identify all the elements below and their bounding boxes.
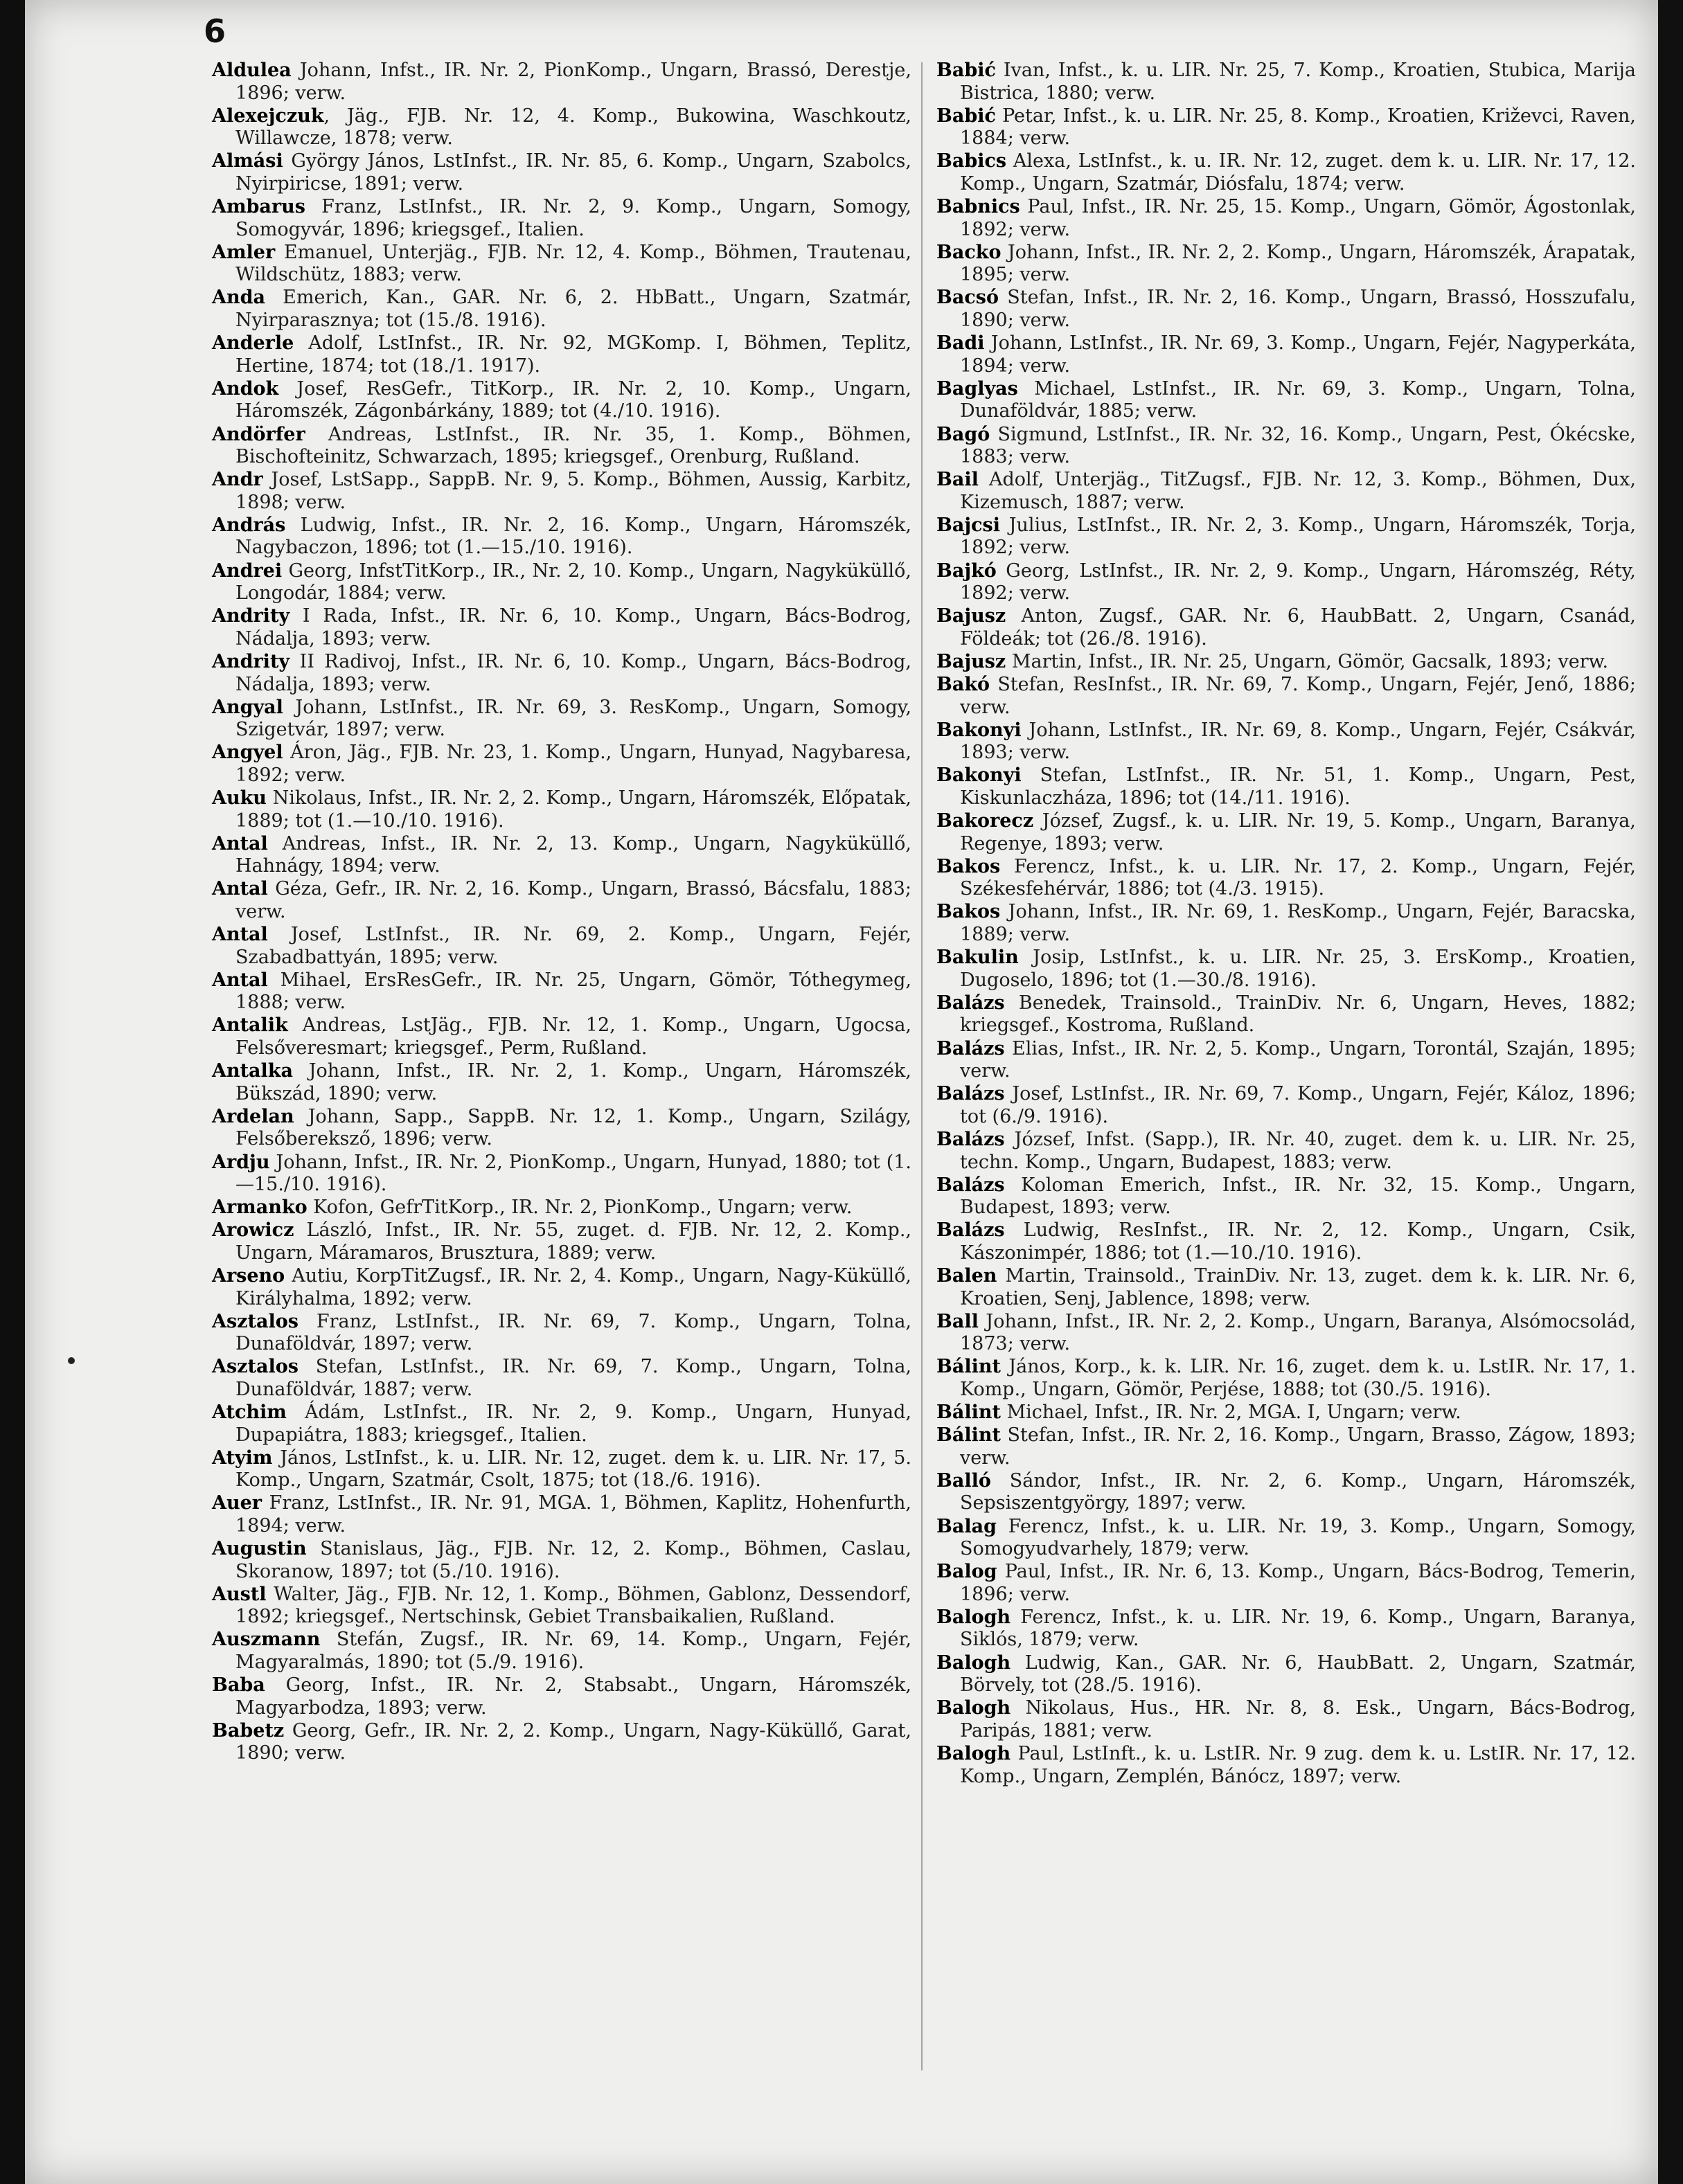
entry-surname: Angyel [212, 742, 283, 764]
entry-details: Franz, LstInfst., IR. Nr. 69, 7. Komp., Ungarn, Tolna, Dunaföldvár, 1897; verw. [235, 1310, 911, 1355]
entry-surname: Balog [936, 1561, 997, 1583]
entry-details: Paul, Infst., IR. Nr. 25, 15. Komp., Ungarn, Gömör, Ágostonlak, 1892; verw. [960, 196, 1636, 240]
entry-surname: Ardelan [212, 1105, 294, 1127]
entry-surname: Bail [936, 469, 979, 491]
register-entry [936, 105, 1636, 150]
register-entry [212, 1492, 911, 1537]
register-entry [936, 856, 1636, 901]
register-entry [212, 1720, 911, 1765]
entry-surname: Babetz [212, 1719, 285, 1742]
entry-details: János, LstInfst., k. u. LIR. Nr. 12, zuget. dem k. u. LIR. Nr. 17, 5. Komp., Ungarn, Szatmár, Csolt, 1875; tot (18./6. 1916). [235, 1447, 911, 1492]
register-entry [212, 1311, 911, 1356]
entry-details: Johann, LstInfst., IR. Nr. 69, 3. Komp., Ungarn, Fejér, Nagyperkáta, 1894; verw. [960, 332, 1636, 377]
entry-surname: Andrity [212, 605, 290, 627]
register-entry [212, 1152, 911, 1197]
entry-surname: Balló [936, 1469, 991, 1492]
register-entry [936, 514, 1636, 560]
register-entry [936, 196, 1636, 241]
entry-details: Michael, Infst., IR. Nr. 2, MGA. I, Ungarn; verw. [1000, 1402, 1461, 1424]
entry-surname: Bagó [936, 423, 990, 445]
entry-details: Georg, Gefr., IR. Nr. 2, 2. Komp., Ungarn, Nagy-Küküllő, Garat, 1890; verw. [235, 1719, 911, 1764]
register-entry [212, 1674, 911, 1719]
entry-details: Stefan, Infst., IR. Nr. 2, 16. Komp., Ungarn, Brassó, Hosszufalu, 1890; verw. [960, 287, 1636, 332]
register-entry [212, 1356, 911, 1401]
entry-surname: Antalik [212, 1014, 288, 1037]
entry-details: Petar, Infst., k. u. LIR. Nr. 25, 8. Komp., Kroatien, Križevci, Raven, 1884; verw. [960, 105, 1636, 150]
entry-surname: Bacsó [936, 287, 999, 309]
entry-details: Johann, Infst., IR. Nr. 69, 1. ResKomp., Ungarn, Fejér, Baracska, 1889; verw. [960, 901, 1636, 946]
right-column [936, 60, 1636, 1789]
entry-surname: Babić [936, 105, 996, 127]
register-entry [936, 1219, 1636, 1264]
entry-details: Martin, Infst., IR. Nr. 25, Ungarn, Gömör, Gacsalk, 1893; verw. [1006, 650, 1609, 672]
entry-surname: Augustin [212, 1538, 307, 1560]
entry-surname: Asztalos [212, 1356, 299, 1378]
entry-details: Stefan, ResInfst., IR. Nr. 69, 7. Komp., Ungarn, Fejér, Jenő, 1886; verw. [960, 674, 1636, 718]
register-entry [936, 810, 1636, 855]
register-entry [936, 674, 1636, 719]
page-number: 6 [204, 12, 226, 50]
register-entry [212, 742, 911, 787]
entry-details: Sigmund, LstInfst., IR. Nr. 32, 16. Komp., Ungarn, Pest, Ókécske, 1883; verw. [960, 423, 1636, 468]
register-entry [212, 1629, 911, 1674]
register-entry [936, 719, 1636, 764]
register-entry [212, 1014, 911, 1059]
entry-surname: Angyal [212, 696, 283, 718]
entry-surname: Andrei [212, 560, 283, 582]
entry-surname: Balázs [936, 992, 1005, 1014]
register-entry [212, 514, 911, 560]
entry-details: József, Zugsf., k. u. LIR. Nr. 19, 5. Komp., Ungarn, Baranya, Regenye, 1893; verw. [960, 810, 1636, 854]
scan-border-left [0, 0, 25, 2184]
entry-details: Ferencz, Infst., k. u. LIR. Nr. 17, 2. Komp., Ungarn, Fejér, Székesfehérvár, 1886; tot (4./3. 1915). [960, 855, 1636, 900]
entry-surname: Austl [212, 1583, 267, 1605]
entry-surname: Balag [936, 1515, 997, 1537]
entry-surname: Arseno [212, 1264, 285, 1287]
register-entry [936, 1606, 1636, 1652]
entry-details: Géza, Gefr., IR. Nr. 2, 16. Komp., Ungarn, Brassó, Bácsfalu, 1883; verw. [235, 878, 911, 922]
entry-details: Johann, Infst., IR. Nr. 2, PionKomp., Ungarn, Hunyad, 1880; tot (1.—15./10. 1916). [235, 1151, 911, 1196]
entry-details: Stefan, LstInfst., IR. Nr. 51, 1. Komp., Ungarn, Pest, Kiskunlaczháza, 1896; tot (14./11. 1916). [960, 764, 1636, 809]
entry-surname: Asztalos [212, 1310, 299, 1332]
entry-details: Georg, Infst., IR. Nr. 2, Stabsabt., Ungarn, Háromszék, Magyarbodza, 1893; verw. [235, 1674, 911, 1719]
entry-details: Paul, Infst., IR. Nr. 6, 13. Komp., Ungarn, Bács-Bodrog, Temerin, 1896; verw. [960, 1561, 1636, 1605]
entry-surname: Ball [936, 1310, 979, 1332]
register-entry [936, 1652, 1636, 1697]
register-entry [212, 287, 911, 332]
entry-surname: Antal [212, 878, 268, 900]
entry-details: Johann, LstInfst., IR. Nr. 69, 8. Komp., Ungarn, Fejér, Csákvár, 1893; verw. [960, 719, 1636, 764]
entry-surname: Bajcsi [936, 514, 1000, 536]
register-entry [936, 242, 1636, 287]
entry-surname: Amler [212, 241, 276, 263]
register-entry [212, 60, 911, 105]
entry-details: László, Infst., IR. Nr. 55, zuget. d. FJB. Nr. 12, 2. Komp., Ungarn, Máramaros, Bruszturа, 1889; verw. [235, 1219, 911, 1264]
register-entry [936, 764, 1636, 809]
entry-details: János, Korp., k. k. LIR. Nr. 16, zuget. dem k. u. LstIR. Nr. 17, 1. Komp., Ungarn, Gömör, Perjése, 1888; tot (30./5. 1916). [960, 1356, 1636, 1400]
register-entry [212, 787, 911, 832]
entry-surname: Bakonyi [936, 764, 1022, 787]
entry-details: Stanislaus, Jäg., FJB. Nr. 12, 2. Komp., Böhmen, Caslau, Skoranow, 1897; tot (5./10. 1916). [235, 1538, 911, 1582]
entry-surname: Armanko [212, 1197, 308, 1219]
entry-surname: Andrity [212, 650, 290, 672]
entry-surname: Bajusz [936, 605, 1006, 627]
entry-surname: Balogh [936, 1606, 1011, 1628]
entry-surname: Antal [212, 924, 268, 946]
register-entry [936, 1038, 1636, 1083]
entry-details: György János, LstInfst., IR. Nr. 85, 6. Komp., Ungarn, Szabolcs, Nyirpiricse, 1891; verw. [235, 150, 911, 195]
entry-details: Ludwig, Kan., GAR. Nr. 6, HaubBatt. 2, Ungarn, Szatmár, Börvely, tot (28./5. 1916). [960, 1652, 1636, 1697]
register-entry [212, 924, 911, 969]
entry-details: Josip, LstInfst., k. u. LIR. Nr. 25, 3. ErsKomp., Kroatien, Dugoselo, 1896; tot (1.—30./8. 1916). [960, 947, 1636, 991]
entry-details: Johann, Sapp., SappB. Nr. 12, 1. Komp., Ungarn, Szilágy, Felsőbereksző, 1896; verw. [235, 1105, 911, 1150]
register-entry [936, 1561, 1636, 1606]
entry-details: Martin, Trainsold., TrainDiv. Nr. 13, zuget. dem k. k. LIR. Nr. 6, Kroatien, Senj, Jablence, 1898; verw. [960, 1264, 1636, 1309]
entry-surname: Balen [936, 1264, 997, 1287]
entry-details: II Radivoj, Infst., IR. Nr. 6, 10. Komp., Ungarn, Bács-Bodrog, Nádalja, 1893; verw. [235, 650, 911, 695]
entry-details: Adolf, Unterjäg., TitZugsf., FJB. Nr. 12, 3. Komp., Böhmen, Dux, Kizemusch, 1887; verw. [960, 469, 1636, 513]
entry-details: Sándor, Infst., IR. Nr. 2, 6. Komp., Ungarn, Háromszék, Sepsiszentgyörgy, 1897; verw. [960, 1469, 1636, 1514]
register-entry [212, 332, 911, 377]
register-entry [936, 150, 1636, 195]
register-entry [212, 150, 911, 195]
entry-details: Autiu, KorpTitZugsf., IR. Nr. 2, 4. Komp., Ungarn, Nagy-Küküllő, Királyhalma, 1892; verw. [235, 1264, 911, 1309]
document-page [25, 0, 1658, 2184]
entry-surname: András [212, 514, 286, 536]
register-entry [936, 1356, 1636, 1401]
register-entry [212, 196, 911, 241]
register-entry [212, 469, 911, 514]
register-entry [212, 1060, 911, 1105]
entry-details: Áron, Jäg., FJB. Nr. 23, 1. Komp., Ungarn, Hunyad, Nagybaresa, 1892; verw. [235, 742, 911, 786]
register-entry [212, 105, 911, 150]
register-entry [212, 651, 911, 696]
register-entry [936, 1174, 1636, 1219]
entry-details: Ivan, Infst., k. u. LIR. Nr. 25, 7. Komp., Kroatien, Stubica, Marija Bistrica, 1880; verw. [960, 60, 1636, 104]
entry-details: Ludwig, ResInfst., IR. Nr. 2, 12. Komp., Ungarn, Csik, Kászonimpér, 1886; tot (1.—10./10. 1916). [960, 1219, 1636, 1264]
scan-dot-mark [68, 1357, 75, 1364]
entry-details: Julius, LstInfst., IR. Nr. 2, 3. Komp., Ungarn, Háromszék, Torja, 1892; verw. [960, 514, 1636, 559]
entry-details: Stefan, Infst., IR. Nr. 2, 16. Komp., Ungarn, Brasso, Zágow, 1893; verw. [960, 1424, 1636, 1469]
entry-details: Emerich, Kan., GAR. Nr. 6, 2. HbBatt., Ungarn, Szatmár, Nyirparasznya; tot (15./8. 1916). [235, 287, 911, 332]
entry-surname: Balázs [936, 1128, 1005, 1150]
entry-surname: Babić [936, 60, 996, 81]
register-entry [936, 992, 1636, 1037]
register-entry [936, 605, 1636, 650]
entry-surname: Atchim [212, 1402, 287, 1424]
entry-surname: Antal [212, 969, 268, 991]
entry-surname: Atyim [212, 1447, 273, 1469]
register-entry [936, 1311, 1636, 1356]
entry-details: Paul, LstInft., k. u. LstIR. Nr. 9 zug. dem k. u. LstIR. Nr. 17, 12. Komp., Ungarn, Zemplén, Bánócz, 1897; verw. [960, 1742, 1636, 1787]
entry-details: Johann, Infst., IR. Nr. 2, 1. Komp., Ungarn, Háromszék, Bükszád, 1890; verw. [235, 1060, 911, 1104]
register-entry [936, 1129, 1636, 1174]
entry-details: Ferencz, Infst., k. u. LIR. Nr. 19, 3. Komp., Ungarn, Somogy, Somogyudvarhely, 1879; verw. [960, 1515, 1636, 1560]
entry-surname: Arowicz [212, 1219, 294, 1242]
entry-details: Josef, LstSapp., SappB. Nr. 9, 5. Komp., Böhmen, Aussig, Karbitz, 1898; verw. [235, 469, 911, 513]
entry-details: Johann, Infst., IR. Nr. 2, 2. Komp., Ungarn, Baranya, Alsómocsolád, 1873; verw. [960, 1310, 1636, 1355]
entry-surname: Bakulin [936, 947, 1019, 969]
entry-details: Johann, Infst., IR. Nr. 2, 2. Komp., Ungarn, Háromszék, Árapatak, 1895; verw. [960, 241, 1636, 286]
entry-details: Stefan, LstInfst., IR. Nr. 69, 7. Komp., Ungarn, Tolna, Dunaföldvár, 1887; verw. [235, 1356, 911, 1400]
register-entry [212, 1538, 911, 1583]
entry-details: Nikolaus, Hus., HR. Nr. 8, 8. Esk., Ungarn, Bács-Bodrog, Paripás, 1881; verw. [960, 1697, 1636, 1742]
entry-details: József, Infst. (Sapp.), IR. Nr. 40, zuget. dem k. u. LIR. Nr. 25, techn. Komp., Ungarn, Budapest, 1883; verw. [960, 1128, 1636, 1173]
entry-surname: Ardju [212, 1151, 270, 1173]
entry-surname: Bálint [936, 1402, 1001, 1424]
register-entry [936, 947, 1636, 992]
entry-details: Nikolaus, Infst., IR. Nr. 2, 2. Komp., Ungarn, Háromszék, Előpatak, 1889; tot (1.—10./10. 1916). [235, 787, 911, 832]
entry-surname: Badi [936, 332, 985, 355]
entry-surname: Almási [212, 150, 283, 172]
entry-surname: Balázs [936, 1219, 1005, 1242]
entry-details: Johann, Infst., IR. Nr. 2, PionKomp., Ungarn, Brassó, Derestje, 1896; verw. [235, 60, 911, 104]
entry-surname: Andr [212, 469, 263, 491]
entry-surname: Auku [212, 787, 267, 809]
entry-surname: Andok [212, 377, 279, 400]
entry-details: Josef, LstInfst., IR. Nr. 69, 7. Komp., Ungarn, Fejér, Káloz, 1896; tot (6./9. 1916). [960, 1083, 1636, 1127]
entry-surname: Baglyas [936, 377, 1018, 400]
register-entry [212, 560, 911, 605]
register-entry [936, 651, 1636, 674]
register-entry [936, 1470, 1636, 1515]
entry-details: Michael, LstInfst., IR. Nr. 69, 3. Komp., Ungarn, Tolna, Dunaföldvár, 1885; verw. [960, 377, 1636, 422]
entry-surname: Auszmann [212, 1629, 321, 1651]
register-entry [212, 833, 911, 878]
entry-details: Alexa, LstInfst., k. u. IR. Nr. 12, zuget. dem k. u. LIR. Nr. 17, 12. Komp., Ungarn, Szatmár, Diósfalu, 1874; verw. [960, 150, 1636, 195]
entry-details: Georg, InfstTitKorp., IR., Nr. 2, 10. Komp., Ungarn, Nagyküküllő, Longodár, 1884; verw. [235, 560, 911, 605]
entry-surname: Bajkó [936, 560, 997, 582]
register-entry [212, 969, 911, 1014]
entry-surname: Antal [212, 832, 268, 854]
entry-details: Stefán, Zugsf., IR. Nr. 69, 14. Komp., Ungarn, Fejér, Magyaralmás, 1890; tot (5./9. 1916). [235, 1629, 911, 1674]
entry-surname: Bakorecz [936, 810, 1034, 832]
register-entry [212, 1197, 911, 1219]
entry-surname: Bakó [936, 674, 990, 696]
entry-surname: Backo [936, 241, 1001, 263]
entry-surname: Balázs [936, 1174, 1005, 1196]
entry-details: Kofon, GefrTitKorp., IR. Nr. 2, PionKomp., Ungarn; verw. [307, 1197, 853, 1219]
entry-surname: Bálint [936, 1424, 1001, 1447]
register-entry [212, 378, 911, 423]
entry-details: Ludwig, Infst., IR. Nr. 2, 16. Komp., Ungarn, Háromszék, Nagybaczon, 1896; tot (1.—15./10. 1916). [235, 514, 911, 559]
entry-details: Josef, LstInfst., IR. Nr. 69, 2. Komp., Ungarn, Fejér, Szabadbattyán, 1895; verw. [235, 924, 911, 968]
register-entry [212, 1584, 911, 1629]
entry-surname: Bakonyi [936, 719, 1022, 741]
entry-surname: Alexejczuk [212, 105, 324, 127]
entry-details: , Jäg., FJB. Nr. 12, 4. Komp., Bukowina, Waschkoutz, Willawcze, 1878; verw. [235, 105, 911, 150]
entry-details: Johann, LstInfst., IR. Nr. 69, 3. ResKomp., Ungarn, Somogy, Szigetvár, 1897; verw. [235, 696, 911, 741]
entry-surname: Balogh [936, 1697, 1011, 1719]
left-column [212, 60, 911, 1766]
entry-surname: Bálint [936, 1356, 1001, 1378]
register-entry [936, 901, 1636, 946]
register-entry [212, 1219, 911, 1264]
register-entry [936, 332, 1636, 377]
scan-border-right [1658, 0, 1683, 2184]
register-entry [936, 287, 1636, 332]
register-entry [212, 424, 911, 469]
entry-surname: Balázs [936, 1037, 1005, 1059]
register-entry [936, 1516, 1636, 1561]
register-entry [936, 1697, 1636, 1742]
register-entry [936, 1402, 1636, 1424]
entry-details: Ádám, LstInfst., IR. Nr. 2, 9. Komp., Ungarn, Hunyad, Dupapiátra, 1883; kriegsgef., Italien. [235, 1402, 911, 1446]
entry-details: Andreas, Infst., IR. Nr. 2, 13. Komp., Ungarn, Nagyküküllő, Hahnágy, 1894; verw. [235, 832, 911, 877]
register-entry [212, 1106, 911, 1151]
entry-details: Anton, Zugsf., GAR. Nr. 6, HaubBatt. 2, Ungarn, Csanád, Földeák; tot (26./8. 1916). [960, 605, 1636, 650]
entry-details: Mihael, ErsResGefr., IR. Nr. 25, Ungarn, Gömör, Tóthegymeg, 1888; verw. [235, 969, 911, 1014]
entry-surname: Babics [936, 150, 1007, 172]
entry-surname: Anda [212, 287, 265, 309]
entry-surname: Bakos [936, 855, 1001, 877]
entry-surname: Balázs [936, 1083, 1005, 1105]
register-entry [212, 242, 911, 287]
entry-surname: Babnics [936, 196, 1020, 218]
entry-surname: Anderle [212, 332, 294, 355]
entry-details: I Rada, Infst., IR. Nr. 6, 10. Komp., Ungarn, Bács-Bodrog, Nádalja, 1893; verw. [235, 605, 911, 650]
register-entry [212, 605, 911, 650]
entry-details: Franz, LstInfst., IR. Nr. 91, MGA. 1, Böhmen, Kaplitz, Hohenfurth, 1894; verw. [235, 1492, 911, 1537]
register-entry [936, 1265, 1636, 1310]
register-entry [936, 1083, 1636, 1128]
entry-surname: Auer [212, 1492, 262, 1514]
entry-surname: Andörfer [212, 423, 305, 445]
entry-surname: Antalka [212, 1060, 294, 1082]
entry-surname: Balogh [936, 1652, 1011, 1674]
register-entry [936, 1424, 1636, 1469]
entry-surname: Aldulea [212, 60, 292, 81]
entry-details: Walter, Jäg., FJB. Nr. 12, 1. Komp., Böhmen, Gablonz, Dessendorf, 1892; kriegsgef., Nertschinsk, Gebiet Transbaikalien, Rußland. [235, 1583, 911, 1628]
register-entry [936, 424, 1636, 469]
register-entry [212, 1402, 911, 1447]
register-entry [936, 469, 1636, 514]
entry-surname: Bajusz [936, 650, 1006, 672]
entry-surname: Bakos [936, 901, 1001, 923]
entry-details: Georg, LstInfst., IR. Nr. 2, 9. Komp., Ungarn, Háromszég, Réty, 1892; verw. [960, 560, 1636, 605]
register-entry [936, 60, 1636, 105]
entry-details: Emanuel, Unterjäg., FJB. Nr. 12, 4. Komp., Böhmen, Trautenau, Wildschütz, 1883; verw. [235, 241, 911, 286]
entry-details: Josef, ResGefr., TitKorp., IR. Nr. 2, 10. Komp., Ungarn, Háromszék, Zágonbárkány, 1889; tot (4./10. 1916). [235, 377, 911, 422]
register-entry [212, 1265, 911, 1310]
register-entry [936, 560, 1636, 605]
entry-surname: Baba [212, 1674, 265, 1697]
register-entry [212, 697, 911, 742]
entry-details: Elias, Infst., IR. Nr. 2, 5. Komp., Ungarn, Torontál, Szaján, 1895; verw. [960, 1037, 1636, 1082]
register-entry [212, 878, 911, 923]
entry-details: Ferencz, Infst., k. u. LIR. Nr. 19, 6. Komp., Ungarn, Baranya, Siklós, 1879; verw. [960, 1606, 1636, 1651]
entry-details: Andreas, LstJäg., FJB. Nr. 12, 1. Komp., Ungarn, Ugocsa, Felsőveresmart; kriegsgef., Perm, Rußland. [235, 1014, 911, 1059]
entry-details: Franz, LstInfst., IR. Nr. 2, 9. Komp., Ungarn, Somogy, Somogyvár, 1896; kriegsgef., Italien. [235, 196, 911, 240]
register-entry [936, 1743, 1636, 1788]
entry-details: Koloman Emerich, Infst., IR. Nr. 32, 15. Komp., Ungarn, Budapest, 1893; verw. [960, 1174, 1636, 1219]
entry-surname: Balogh [936, 1742, 1011, 1764]
register-entry [212, 1447, 911, 1492]
entry-details: Adolf, LstInfst., IR. Nr. 92, MGKomp. I, Böhmen, Teplitz, Hertine, 1874; tot (18./1. 1917). [235, 332, 911, 377]
entry-surname: Ambarus [212, 196, 305, 218]
entry-details: Andreas, LstInfst., IR. Nr. 35, 1. Komp., Böhmen, Bischofteinitz, Schwarzach, 1895; kriegsgef., Orenburg, Rußland. [235, 423, 911, 468]
column-divider [921, 62, 923, 2070]
register-entry [936, 378, 1636, 423]
entry-details: Benedek, Trainsold., TrainDiv. Nr. 6, Ungarn, Heves, 1882; kriegsgef., Kostroma, Rußland. [960, 992, 1636, 1037]
